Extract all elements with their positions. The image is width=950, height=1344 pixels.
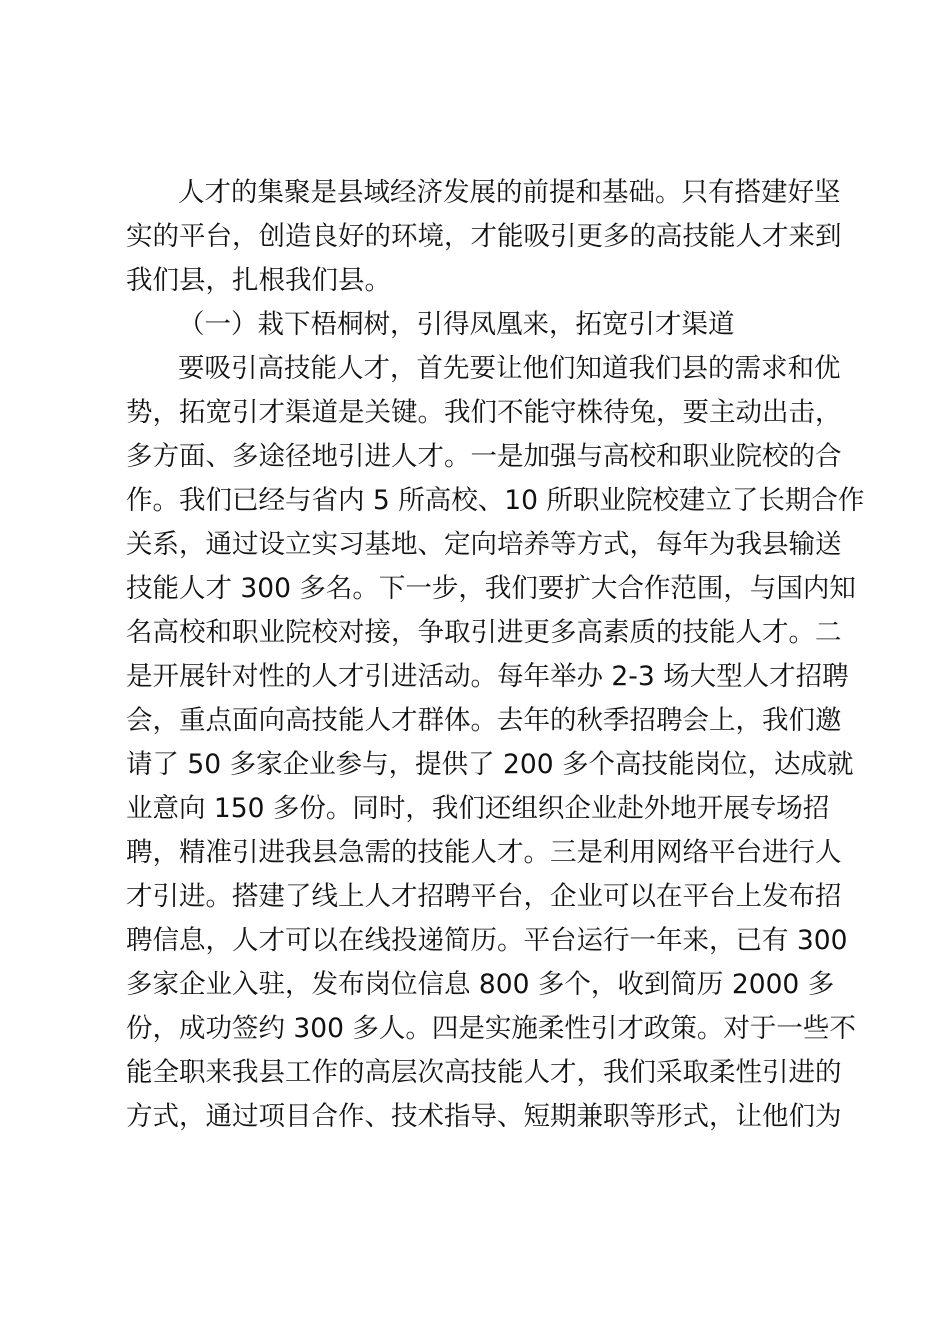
text-line: 请了 50 多家企业参与，提供了 200 多个高技能岗位，达成就 [126,749,854,780]
text-line: 技能人才 300 多名。下一步，我们要扩大合作范围，与国内知 [126,573,856,604]
text-line: 是开展针对性的人才引进活动。每年举办 2-3 场大型人才招聘 [126,661,849,692]
text-line: 多家企业入驻，发布岗位信息 800 多个，收到简历 2000 多 [126,969,835,1000]
text-line: 实的平台，创造良好的环境，才能吸引更多的高技能人才来到 [126,221,842,252]
text-line: 我们县，扎根我们县。 [126,265,391,296]
text-line: 份，成功签约 300 多人。四是实施柔性引才政策。对于一些不 [126,1013,856,1044]
text-line: 才引进。搭建了线上人才招聘平台，企业可以在平台上发布招 [126,881,842,912]
text-line: 名高校和职业院校对接，争取引进更多高素质的技能人才。二 [126,617,842,648]
text-line: 方式，通过项目合作、技术指导、短期兼职等形式，让他们为 [126,1101,842,1132]
text-line: 势，拓宽引才渠道是关键。我们不能守株待兔，要主动出击， [126,397,842,428]
text-line: 业意向 150 多份。同时，我们还组织企业赴外地开展专场招 [126,793,830,824]
text-line: 作。我们已经与省内 5 所高校、10 所职业院校建立了长期合作 [126,485,865,516]
text-line: 聘信息，人才可以在线投递简历。平台运行一年来，已有 300 [126,925,848,956]
text-line: 聘，精准引进我县急需的技能人才。三是利用网络平台进行人 [126,837,842,868]
text-line: 关系，通过设立实习基地、定向培养等方式，每年为我县输送 [126,529,842,560]
text-line: 会，重点面向高技能人才群体。去年的秋季招聘会上，我们邀 [126,705,842,736]
text-line: 要吸引高技能人才，首先要让他们知道我们县的需求和优 [178,353,841,384]
text-line: 能全职来我县工作的高层次高技能人才，我们采取柔性引进的 [126,1057,842,1088]
text-line: 人才的集聚是县域经济发展的前提和基础。只有搭建好坚 [178,177,841,208]
section-heading: （一）栽下梧桐树，引得凤凰来，拓宽引才渠道 [178,309,735,340]
text-line: 多方面、多途径地引进人才。一是加强与高校和职业院校的合 [126,441,842,472]
